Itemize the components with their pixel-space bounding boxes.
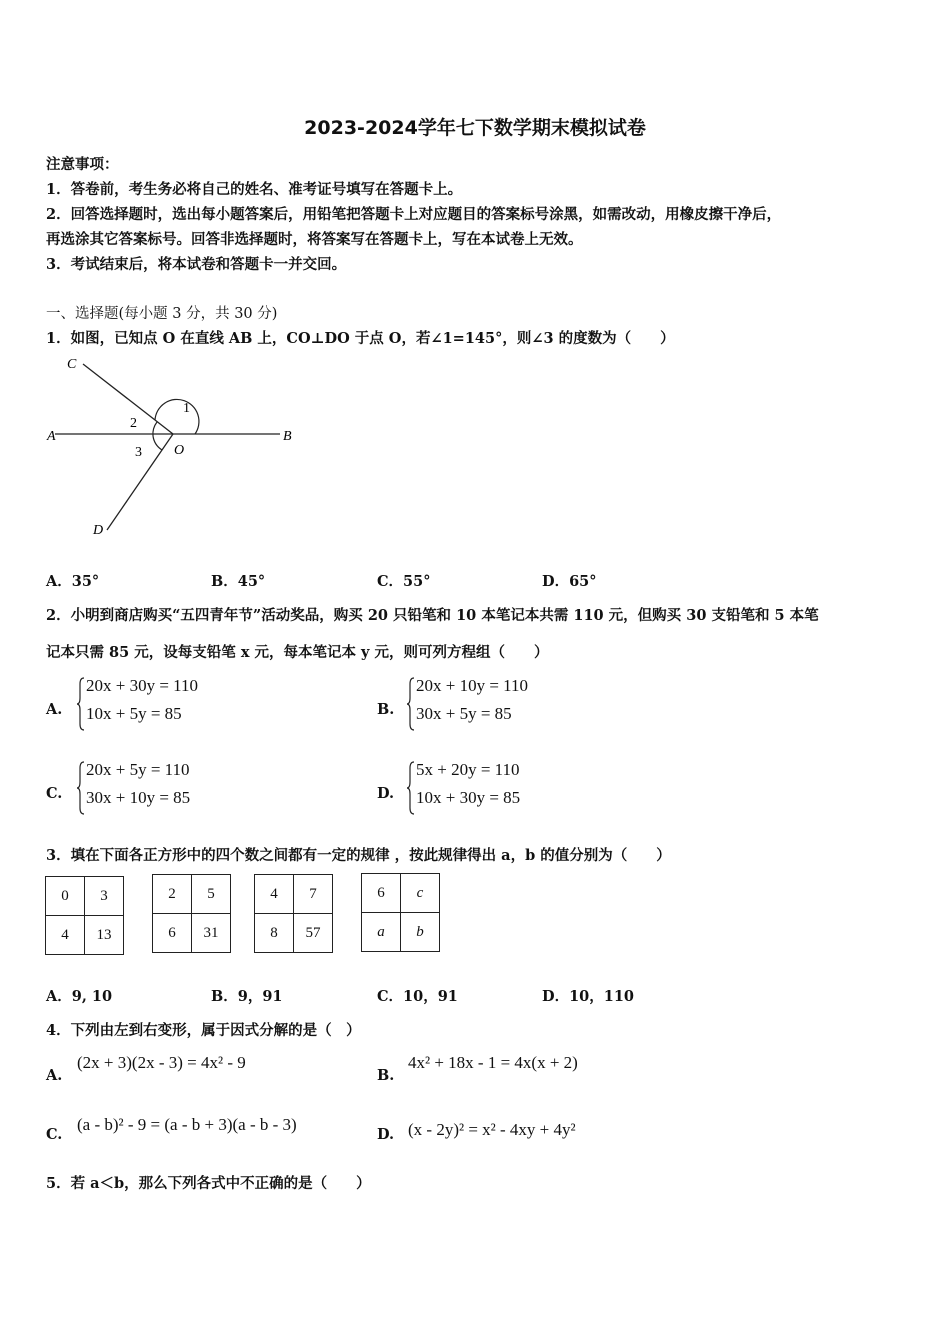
label-angle-3: 3 — [135, 445, 142, 460]
q1-option-c: C．55° — [377, 573, 431, 590]
notice-item: 再选涂其它答案标号。回答非选择题时，将答案写在答题卡上，写在本试卷上无效。 — [46, 231, 583, 248]
equation: 10x + 30y = 85 — [416, 788, 521, 807]
cell: 3 — [85, 877, 124, 916]
angle-3-arc — [153, 436, 162, 450]
page-title: 2023-2024学年七下数学期末模拟试卷 — [304, 117, 646, 139]
equation: 20x + 5y = 110 — [86, 760, 190, 779]
cell: b — [401, 913, 440, 952]
cell: 2 — [153, 875, 192, 914]
label-angle-1: 1 — [183, 401, 190, 416]
brace-icon — [406, 760, 416, 816]
cell: 4 — [255, 875, 294, 914]
equation: 20x + 30y = 110 — [86, 676, 199, 695]
question-2-stem-line1: 2．小明到商店购买“五四青年节”活动奖品，购买 20 只铅笔和 10 本笔记本共需 110 元，但购买 30 支铅笔和 5 本笔 — [46, 607, 819, 624]
equation: 20x + 10y = 110 — [416, 676, 529, 695]
question-4-stem: 4．下列由左到右变形，属于因式分解的是（ ） — [46, 1022, 361, 1039]
notice-item: 3．考试结束后，将本试卷和答题卡一并交回。 — [46, 256, 347, 273]
q4-option-c-expr: (a - b)² - 9 = (a - b + 3)(a - b - 3) — [77, 1115, 297, 1134]
question-1-stem: 1．如图，已知点 O 在直线 AB 上，CO⊥DO 于点 O，若∠1=145°，则∠3 的度数为（ ） — [46, 330, 675, 347]
q4-option-c-label: C. — [46, 1126, 63, 1143]
notice-item: 2．回答选择题时，选出每小题答案后，用铅笔把答题卡上对应题目的答案标号涂黑，如需改动，用橡皮擦干净后， — [46, 206, 782, 223]
cell: c — [401, 874, 440, 913]
label-c: C — [67, 357, 77, 372]
cell: 6 — [153, 914, 192, 953]
number-square-4 — [361, 873, 440, 952]
q4-option-a-expr: (2x + 3)(2x - 3) = 4x² - 9 — [77, 1053, 246, 1072]
cell: 31 — [192, 914, 231, 953]
q2-option-c-system — [76, 760, 256, 816]
cell: 6 — [362, 874, 401, 913]
section-heading: 一、选择题(每小题 3 分，共 30 分) — [46, 306, 278, 322]
q2-option-b-label: B. — [377, 701, 395, 718]
q4-option-d-expr: (x - 2y)² = x² - 4xy + 4y² — [408, 1120, 576, 1139]
question-5-stem: 5．若 a＜b，那么下列各式中不正确的是（ ） — [46, 1175, 371, 1192]
question-2-stem-line2: 记本只需 85 元，设每支铅笔 x 元，每本笔记本 y 元，则可列方程组（ ） — [46, 644, 549, 661]
label-angle-2: 2 — [130, 416, 137, 431]
q3-option-d: D．10，110 — [542, 988, 635, 1005]
label-d: D — [93, 523, 104, 538]
equation: 5x + 20y = 110 — [416, 760, 520, 779]
cell: 13 — [85, 916, 124, 955]
number-square-2 — [152, 874, 231, 953]
q1-option-b: B．45° — [211, 573, 266, 590]
q3-option-b: B．9，91 — [211, 988, 283, 1005]
q2-option-b-system — [406, 676, 586, 732]
equation: 30x + 10y = 85 — [86, 788, 191, 807]
brace-icon — [76, 760, 86, 816]
q3-option-c: C．10，91 — [377, 988, 458, 1005]
q4-option-a-label: A. — [46, 1067, 63, 1084]
q2-option-a-system — [76, 676, 256, 732]
cell: 5 — [192, 875, 231, 914]
question-3-stem: 3．填在下面各正方形中的四个数之间都有一定的规律 ，按此规律得出 a，b 的值分别为（ ） — [46, 847, 671, 864]
ray-oc — [83, 364, 173, 434]
q4-option-b-expr: 4x² + 18x - 1 = 4x(x + 2) — [408, 1053, 578, 1072]
q4-option-b-label: B. — [377, 1067, 395, 1084]
cell: 57 — [294, 914, 333, 953]
cell: 8 — [255, 914, 294, 953]
cell: 4 — [46, 916, 85, 955]
label-o: O — [174, 443, 185, 458]
number-square-3 — [254, 874, 333, 953]
q1-option-d: D．65° — [542, 573, 597, 590]
q1-option-a: A．35° — [46, 573, 100, 590]
q2-option-c-label: C. — [46, 785, 63, 802]
cell: 0 — [46, 877, 85, 916]
q2-option-d-system — [406, 760, 586, 816]
number-square-1 — [45, 876, 124, 955]
brace-icon — [76, 676, 86, 732]
cell: 7 — [294, 875, 333, 914]
q2-option-d-label: D. — [377, 785, 395, 802]
geometry-figure — [45, 352, 305, 542]
brace-icon — [406, 676, 416, 732]
equation: 30x + 5y = 85 — [416, 704, 512, 723]
label-b: B — [283, 429, 292, 444]
notice-item: 1．答卷前，考生务必将自己的姓名、准考证号填写在答题卡上。 — [46, 181, 463, 198]
q2-option-a-label: A. — [46, 701, 63, 718]
q4-option-d-label: D. — [377, 1126, 395, 1143]
notice-heading: 注意事项： — [46, 156, 119, 173]
angle-1-arc — [155, 399, 199, 434]
cell: a — [362, 913, 401, 952]
label-a: A — [47, 429, 56, 444]
equation: 10x + 5y = 85 — [86, 704, 182, 723]
q3-option-a: A．9, 10 — [46, 988, 113, 1005]
